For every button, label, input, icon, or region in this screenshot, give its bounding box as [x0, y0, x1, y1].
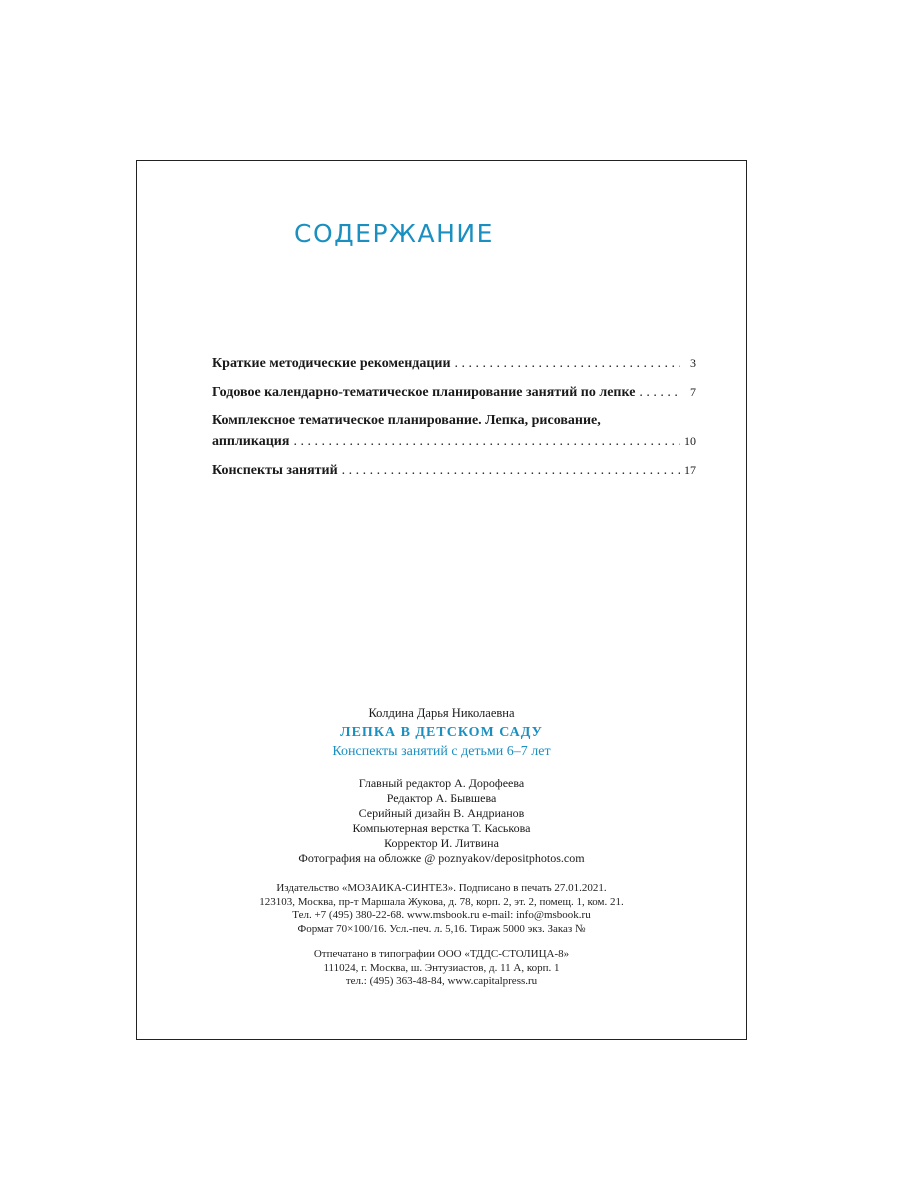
imprint-block	[137, 706, 746, 989]
toc-entry[interactable]	[212, 411, 696, 452]
photo-credit: Фотография на обложке @ poznyakov/depositphotos.com	[298, 851, 585, 865]
page-frame	[136, 160, 747, 1040]
publisher-line: 123103, Москва, пр-т Маршала Жукова, д. 78, корп. 2, эт. 2, помещ. 1, ком. 21.	[259, 895, 624, 908]
printer-line: Отпечатано в типографии ООО «ТДДС-СТОЛИЦА-8»	[313, 948, 570, 960]
credit-line: Корректор И. Литвина	[384, 836, 499, 850]
toc-entry-title: Годовое календарно-тематическое планирование занятий по лепке	[212, 385, 636, 400]
toc-entry-title-line1: Комплексное тематическое планирование. Лепка, рисование,	[212, 413, 601, 428]
toc-page-number: 7	[690, 385, 696, 399]
toc-entry-title-line2: аппликация	[212, 434, 290, 449]
printer-info	[137, 948, 746, 989]
printer-line: 111024, г. Москва, ш. Энтузиастов, д. 11 А, корп. 1	[323, 961, 560, 974]
editorial-credits	[137, 776, 746, 866]
credit-line: Компьютерная верстка Т. Каськова	[352, 821, 531, 835]
toc-page-number: 3	[690, 356, 696, 370]
toc-entry[interactable]	[212, 353, 696, 374]
author-name: Колдина Дарья Николаевна	[368, 706, 515, 720]
toc-leader-dots	[293, 432, 680, 452]
toc-page-number: 17	[684, 463, 696, 477]
publisher-line: Тел. +7 (495) 380-22-68. www.msbook.ru e-mail: info@msbook.ru	[292, 909, 591, 921]
publisher-info	[137, 882, 746, 936]
toc-leader-dots	[639, 383, 680, 403]
toc-leader-dots	[342, 461, 680, 481]
toc-page-number: 10	[684, 434, 696, 448]
toc-entry-title: Конспекты занятий	[212, 463, 338, 478]
table-of-contents	[212, 353, 696, 489]
toc-entry-title: Краткие методические рекомендации	[212, 356, 451, 371]
credit-line: Серийный дизайн В. Андрианов	[358, 806, 525, 820]
publisher-line: Формат 70×100/16. Усл.-печ. л. 5,16. Тираж 5000 экз. Заказ №	[297, 922, 586, 935]
publisher-line: Издательство «МОЗАИКА-СИНТЕЗ». Подписано в печать 27.01.2021.	[276, 882, 607, 894]
credit-line: Главный редактор А. Дорофеева	[358, 776, 525, 790]
printer-line: тел.: (495) 363-48-84, www.capitalpress.ru	[345, 975, 538, 987]
credit-line: Редактор А. Бывшева	[386, 791, 497, 805]
book-subtitle: Конспекты занятий с детьми 6–7 лет	[332, 744, 551, 759]
toc-leader-dots	[455, 354, 680, 374]
toc-entry[interactable]	[212, 382, 696, 403]
toc-entry[interactable]	[212, 460, 696, 481]
book-title: ЛЕПКА В ДЕТСКОМ САДУ	[340, 725, 543, 740]
toc-heading: СОДЕРЖАНИЕ	[294, 219, 494, 248]
